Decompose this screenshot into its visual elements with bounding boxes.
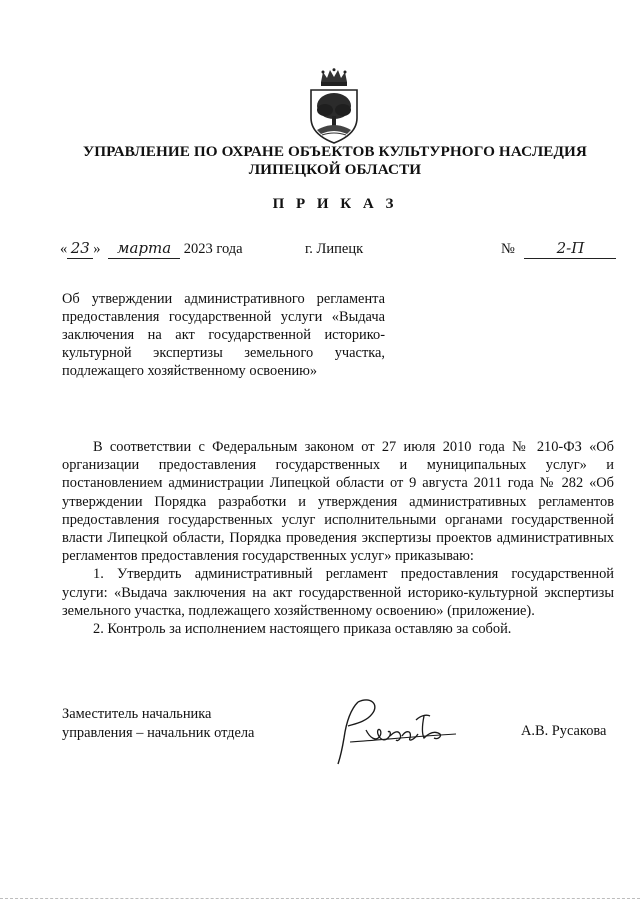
handwritten-signature [330, 690, 460, 770]
date-day-handwritten: 23 [67, 238, 93, 259]
date-month-handwritten: марта [108, 238, 180, 259]
page-bottom-edge [0, 898, 640, 899]
order-item-2: 2. Контроль за исполнением настоящего приказа оставляю за собой. [93, 621, 512, 638]
date-quote-open: « [60, 241, 68, 257]
date-year: 2023 года [183, 241, 243, 257]
organization-title-line2: ЛИПЕЦКОЙ ОБЛАСТИ [248, 161, 422, 178]
signer-position-line1: Заместитель начальника [62, 706, 212, 722]
number-sign: № [501, 241, 515, 257]
coat-of-arms-emblem [303, 68, 365, 146]
organization-title-line1: УПРАВЛЕНИЕ ПО ОХРАНЕ ОБЪЕКТОВ КУЛЬТУРНОГО НАСЛЕДИЯ [82, 143, 587, 160]
order-date [60, 236, 243, 264]
preamble-paragraph: В соответствии с Федеральным законом от 27 июля 2010 года № 210-ФЗ «Об организации предоставления государственных и муниципальных услуг» и постановлением администрации Липецкой области от 9 августа 2011 года № 282 «Об утверждении Порядка разработки и утверждения административных регламентов предоставления государственных услуг исполнительными органами государственной власти Липецкой области, Порядка проведения экспертизы проектов административных регламентов предоставления государственных услуг» приказываю: [62, 439, 614, 565]
signer-position-line2: управления – начальник отдела [62, 724, 255, 741]
organization-title [40, 143, 630, 179]
order-body [62, 438, 614, 638]
document-type-heading: П Р И К А З [272, 196, 398, 212]
order-item-1: 1. Утвердить административный регламент предоставления государственной услуги: «Выдача заключения на акт государственной историко-культурной экспертизы земельного участка, подлежащего хозяйственному освоению» (приложение). [62, 566, 614, 619]
signer-name: А.В. Русакова [521, 723, 607, 739]
order-number-handwritten: 2-П [524, 238, 616, 259]
signer-position [62, 705, 254, 742]
order-number [501, 236, 616, 264]
order-city: г. Липецк [305, 241, 364, 257]
date-quote-close: » [93, 241, 101, 257]
order-subject: Об утверждении административного регламента предоставления государственной услуги «Выдача заключения на акт государственной историко-культурной экспертизы земельного участка, подлежащего хозяйственному освоению» [62, 291, 385, 379]
